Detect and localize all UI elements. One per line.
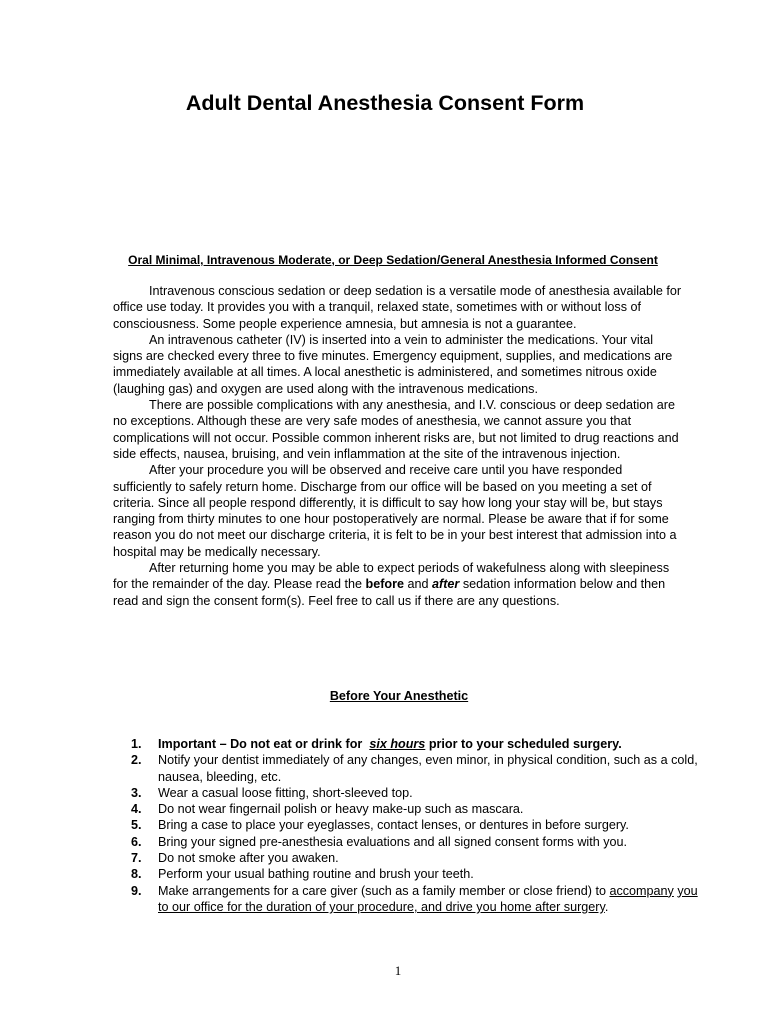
list-text: Bring a case to place your eyeglasses, contact lenses, or dentures in before surgery. <box>158 818 629 833</box>
list-text-end: . <box>604 899 609 914</box>
list-number: 1. <box>131 737 142 751</box>
list-text: Notify your dentist immediately of any changes, even minor, in physical condition, such as a cold, nausea, bleeding, etc. <box>158 753 698 784</box>
emphasis-after: after <box>432 577 460 592</box>
list-number: 5. <box>131 818 142 833</box>
instructions-list <box>0 736 700 915</box>
list-number: 4. <box>131 802 142 817</box>
list-text: Bring your signed pre-anesthesia evaluations and all signed consent forms with you. <box>158 834 628 849</box>
underlined-duration-text: you to our office for the duration of your procedure, and drive you home after surgery <box>158 883 698 914</box>
list-number: 2. <box>131 753 142 768</box>
page-number: 1 <box>394 963 402 978</box>
list-text: Do not wear fingernail polish or heavy make-up such as mascara. <box>158 802 524 817</box>
list-number: 7. <box>131 851 142 866</box>
section-heading-before-anesthetic: Before Your Anesthetic <box>329 689 469 703</box>
emphasis-before: before <box>365 577 404 592</box>
paragraph-sedation-intro: Intravenous conscious sedation or deep sedation is a versatile mode of anesthesia available for office use today. It provides you with a tranquil, relaxed state, sometimes with or without loss of consciousness. Some people experience amnesia, but amnesia is not a guarantee. <box>113 284 682 331</box>
list-item <box>0 736 700 752</box>
list-text: Important – Do not eat or drink for <box>158 737 363 751</box>
paragraph-discharge: After your procedure you will be observed and receive care until you have responded sufficiently to safely return home. Discharge from our office will be based on you meeting a set of criteria. Since all people respond differently, it is difficult to say how long your stay will be, but stays ranging from thirty minutes to one hour postoperatively are normal. Please be aware that if for some reason you do not meet our discharge criteria, it is felt to be in your best interest that admission into a hospital may be medically necessary. <box>113 463 677 559</box>
list-number: 8. <box>131 867 142 882</box>
list-item <box>0 752 700 785</box>
list-number: 6. <box>131 834 142 849</box>
list-item <box>0 817 700 833</box>
list-item <box>0 785 700 801</box>
list-number: 9. <box>131 883 142 898</box>
list-number: 3. <box>131 785 142 800</box>
paragraph-text: sedation information below and then read and sign the consent form(s). Feel free to call us if there are any questions. <box>113 577 666 608</box>
paragraph-text: and <box>407 577 429 592</box>
paragraph-iv-catheter: An intravenous catheter (IV) is inserted into a vein to administer the medications. Your vital signs are checked every three to five minutes. Emergency equipment, supplies, and medications are immediately available at all times. A local anesthetic is administered, and sometimes nitrous oxide (laughing gas) and oxygen are used along with the intravenous medications. <box>113 332 673 396</box>
document-title: Adult Dental Anesthesia Consent Form <box>185 91 585 115</box>
consent-body <box>113 283 683 609</box>
list-text: Do not smoke after you awaken. <box>158 851 339 866</box>
list-text: prior to your scheduled surgery. <box>428 737 622 751</box>
list-item <box>0 883 700 916</box>
list-item <box>0 866 700 882</box>
list-text: Wear a casual loose fitting, short-sleeved top. <box>158 785 413 800</box>
list-item <box>0 801 700 817</box>
emphasis-six-hours: six hours <box>369 737 426 751</box>
list-text: Perform your usual bathing routine and brush your teeth. <box>158 867 474 882</box>
paragraph-after-returning <box>113 560 683 609</box>
list-text: Make arrangements for a care giver (such as a family member or close friend) to <box>158 883 606 898</box>
consent-subtitle: Oral Minimal, Intravenous Moderate, or Deep Sedation/General Anesthesia Informed Consent <box>128 253 658 267</box>
list-item <box>0 850 700 866</box>
list-item <box>0 834 700 850</box>
underlined-accompany: accompany <box>609 883 674 898</box>
paragraph-text: After returning home you may be able to expect periods of wakefulness along with sleepiness for the remainder of the day. Please read the <box>113 561 670 592</box>
paragraph-complications: There are possible complications with any anesthesia, and I.V. conscious or deep sedation are no exceptions. Although these are very safe modes of anesthesia, we cannot assure you that complications will not occur. Possible common inherent risks are, but not limited to drug reactions and side effects, nausea, bruising, and vein inflammation at the site of the intravenous injection. <box>113 398 679 461</box>
